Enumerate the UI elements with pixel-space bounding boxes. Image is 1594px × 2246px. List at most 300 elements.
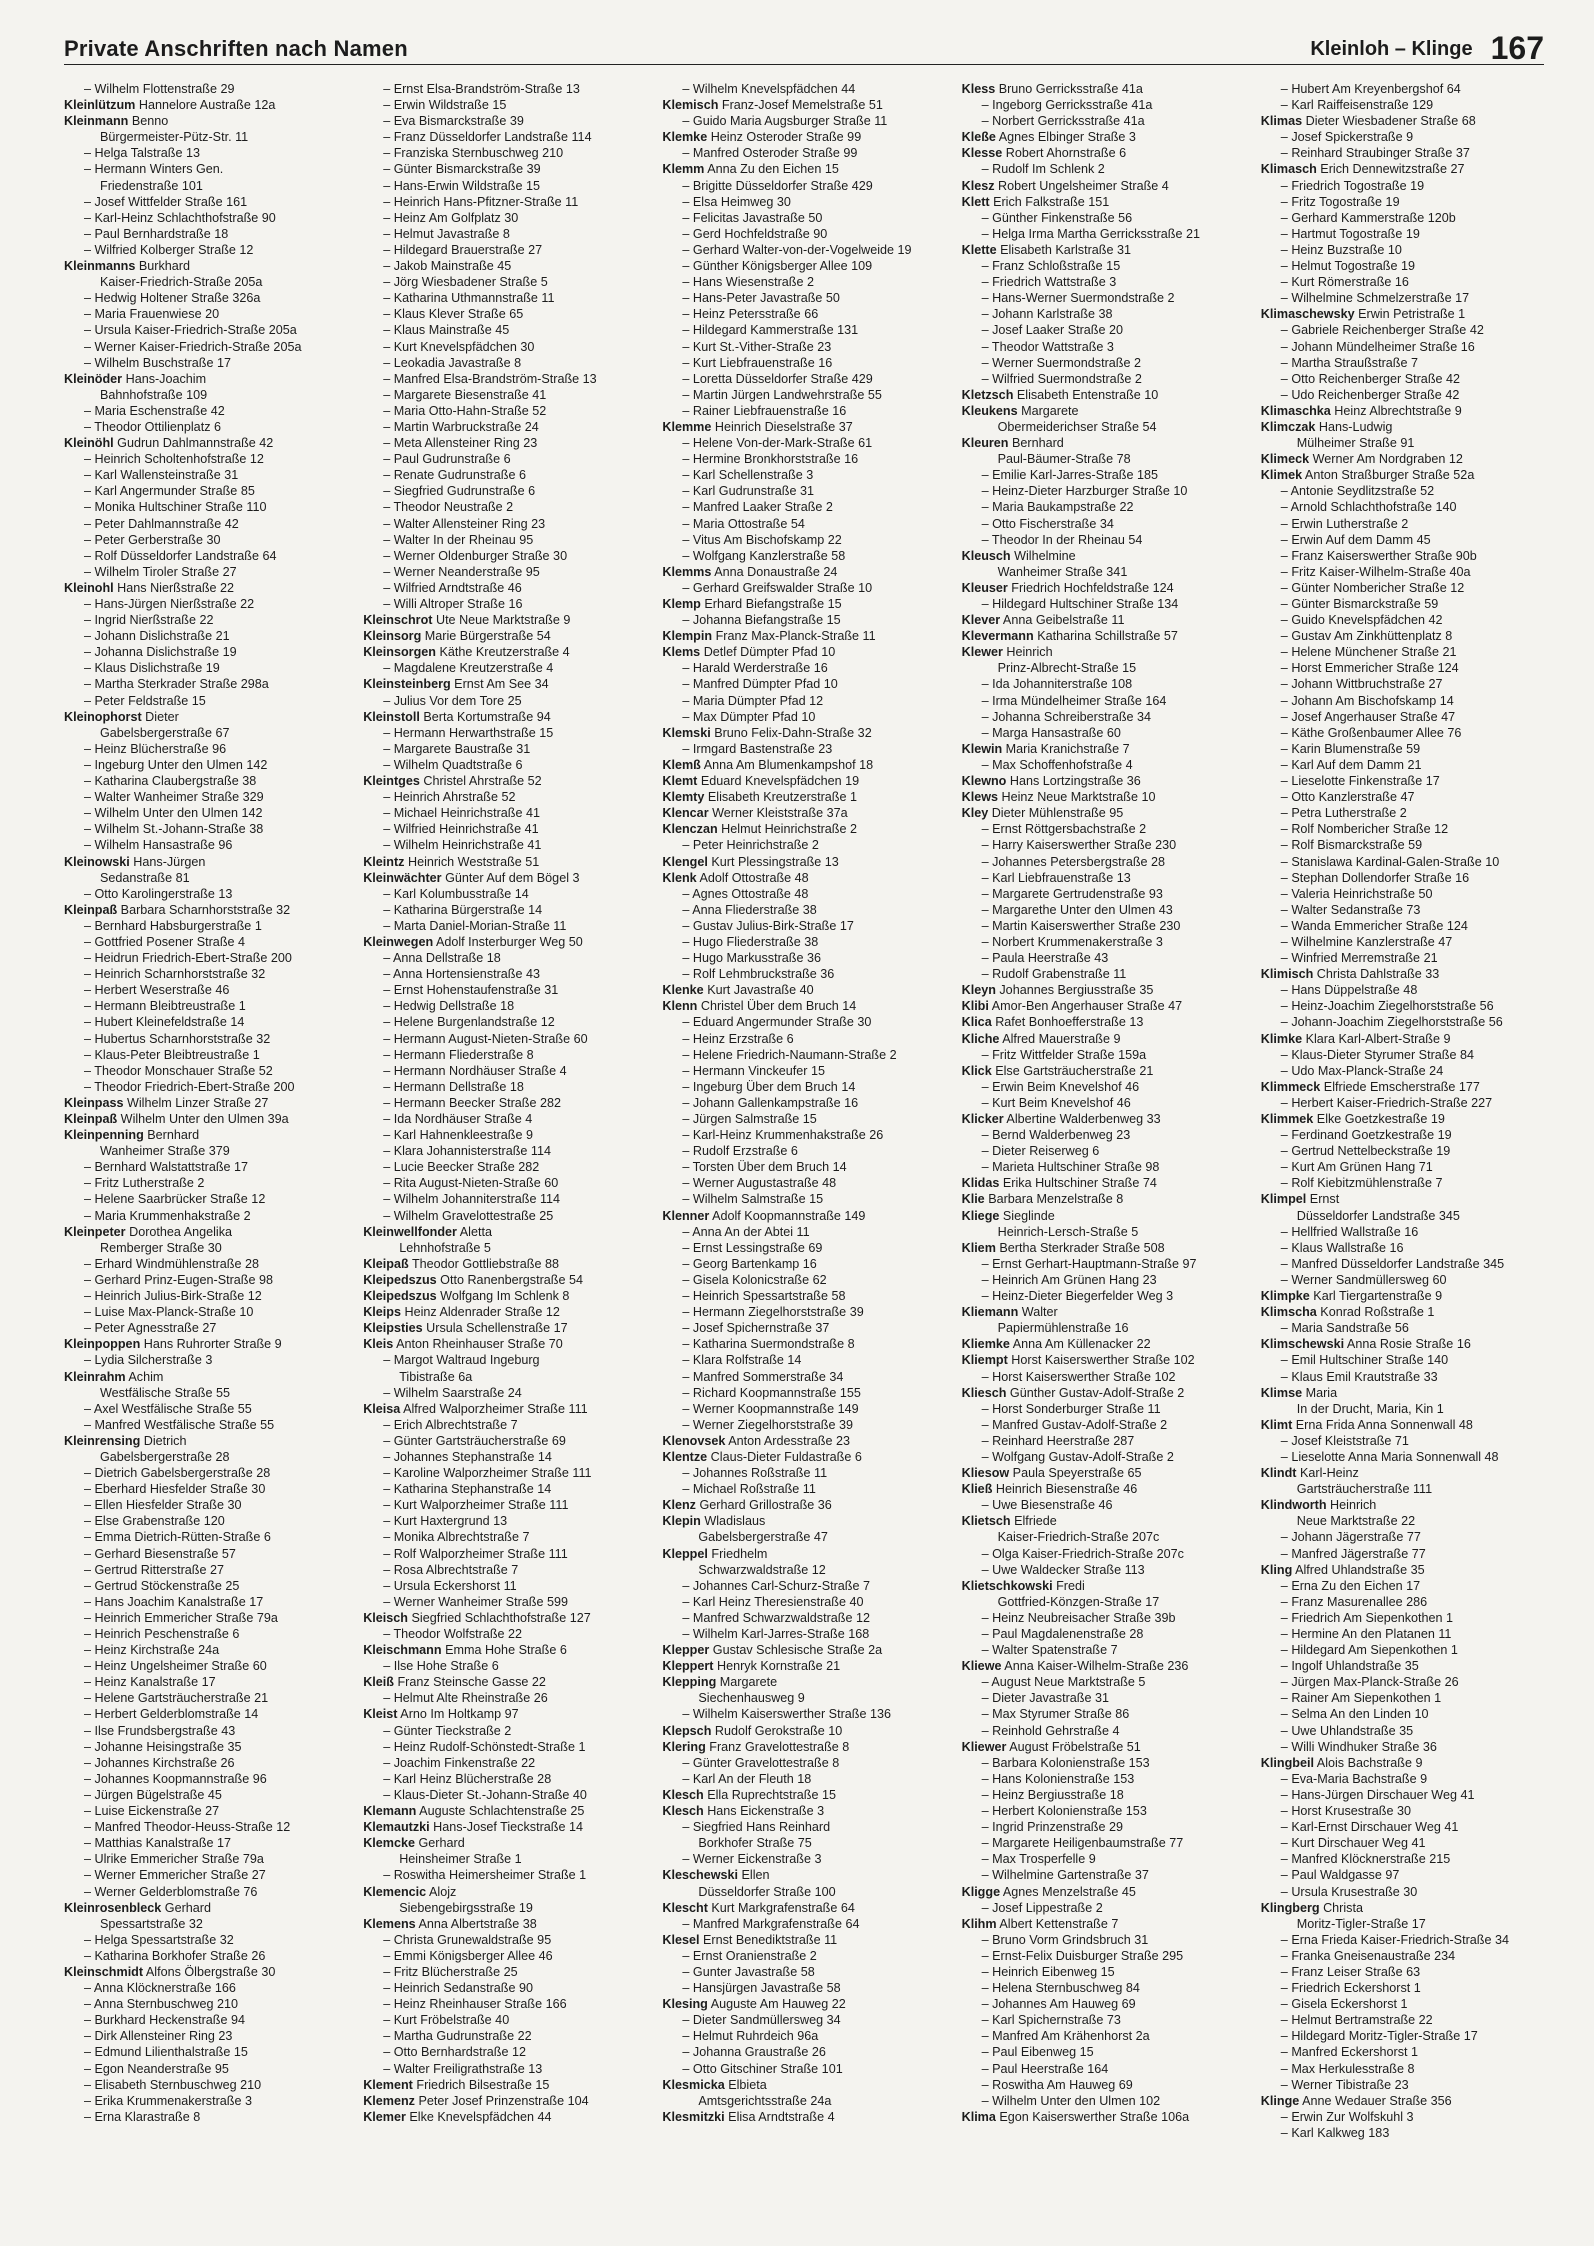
dash-marker: – (981, 1932, 993, 1947)
directory-entry (64, 1964, 347, 1980)
dash-marker: – (84, 613, 95, 628)
entry-text: Kurt Haxtergrund 13 (393, 1514, 508, 1529)
dash-marker: – (84, 757, 95, 772)
sub-entry (962, 161, 1245, 177)
entry-surname: Kliche (961, 1031, 1000, 1046)
dash-marker: – (383, 130, 394, 145)
entry-text: In der Drucht, Maria, Kin 1 (1296, 1401, 1444, 1416)
sub-entry (962, 2093, 1245, 2109)
entry-details: Claus-Dieter Fuldastraße 6 (707, 1449, 862, 1464)
entry-text: Hermann Herwarthstraße 15 (393, 725, 554, 740)
directory-entry (662, 870, 945, 886)
dash-marker: – (84, 1192, 95, 1207)
entry-text: Johannes Koopmannstraße 96 (94, 1771, 267, 1786)
dash-marker: – (84, 967, 95, 982)
sub-entry (64, 2028, 347, 2044)
entry-surname: Klimpel (1260, 1192, 1307, 1207)
dash-marker: – (1280, 1739, 1292, 1754)
entry-surname: Kleinöder (64, 371, 123, 386)
entry-text: Gerhard Kammerstraße 120b (1291, 210, 1456, 225)
dash-marker: – (383, 918, 394, 933)
sub-entry (662, 242, 945, 258)
entry-text: Helene Burgenlandstraße 12 (393, 1015, 555, 1030)
entry-text: Spessartstraße 32 (100, 1916, 203, 1931)
entry-details: Anton Rheinhauser Straße 70 (393, 1337, 563, 1352)
sub-entry (64, 355, 347, 371)
entry-details: Else Gartsträucherstraße 21 (991, 1063, 1154, 1078)
entry-text: Maria Krummenhakstraße 2 (94, 1208, 251, 1223)
sub-entry (363, 1111, 646, 1127)
sub-entry (363, 387, 646, 403)
sub-entry (64, 339, 347, 355)
directory-entry (363, 1803, 646, 1819)
entry-text: Werner Koopmannstraße 149 (692, 1401, 859, 1416)
entry-surname: Klemt (662, 774, 698, 789)
entry-continuation (1261, 1481, 1544, 1497)
entry-text: Klara Rolfstraße 14 (692, 1353, 802, 1368)
dash-marker: – (981, 1047, 993, 1062)
entry-text: Johanna Biefangstraße 15 (692, 613, 841, 628)
dash-marker: – (84, 1578, 95, 1593)
entry-text: Torsten Über dem Bruch 14 (692, 1160, 847, 1175)
entry-text: Elisabeth Sternbuschweg 210 (94, 2077, 262, 2092)
sub-entry (363, 1546, 646, 1562)
sub-entry (962, 902, 1245, 918)
sub-entry (363, 1513, 646, 1529)
dash-marker: – (1280, 1723, 1292, 1738)
dash-marker: – (1280, 2077, 1292, 2092)
entry-details: Maria Kranichstraße 7 (1002, 741, 1130, 756)
entry-details: Erhard Biefangstraße 15 (700, 597, 842, 611)
column-2 (363, 81, 646, 2141)
entry-text: Arnold Schlachthofstraße 140 (1290, 500, 1457, 515)
entry-text: Klaus-Dieter Styrumer Straße 84 (1291, 1047, 1474, 1062)
dash-marker: – (1280, 1691, 1292, 1706)
dash-marker: – (1280, 1643, 1292, 1658)
entry-details: Gustav Schlesische Straße 2a (709, 1643, 883, 1658)
entry-text: Kurt Liebfrauenstraße 16 (692, 355, 833, 370)
entry-surname: Klewer (961, 645, 1003, 660)
entry-text: Jürgen Bügelstraße 45 (94, 1787, 222, 1802)
dash-marker: – (1280, 999, 1292, 1014)
sub-entry (363, 886, 646, 902)
entry-surname: Klepin (662, 1514, 701, 1529)
entry-details: Helmut Heinrichstraße 2 (717, 822, 857, 837)
entry-details: Friedrich Hochfeldstraße 124 (1007, 580, 1174, 595)
dash-marker: – (1280, 1787, 1292, 1802)
dash-marker: – (682, 661, 693, 676)
entry-text: Fritz Togostraße 19 (1291, 194, 1400, 209)
entry-text: Hans Joachim Kanalstraße 17 (94, 1594, 264, 1609)
sub-entry (1261, 1529, 1544, 1545)
directory-entry (1261, 1755, 1544, 1771)
sub-entry (962, 483, 1245, 499)
directory-entry (962, 1111, 1245, 1127)
entry-surname: Kliem (961, 1240, 996, 1255)
entry-text: Manfred Am Krähenhorst 2a (992, 2029, 1150, 2044)
entry-text: Maria Baukampstraße 22 (992, 500, 1134, 515)
dash-marker: – (981, 870, 993, 885)
sub-entry (64, 1739, 347, 1755)
entry-details: Siegfried Schlachthofstraße 127 (408, 1610, 591, 1625)
dash-marker: – (383, 1981, 394, 1996)
entry-text: Gabelsbergerstraße 47 (698, 1530, 828, 1545)
dash-marker: – (383, 1964, 394, 1979)
entry-text: Hubert Am Kreyenbergshof 64 (1291, 82, 1461, 96)
dash-marker: – (682, 1594, 693, 1609)
entry-text: Gartsträucherstraße 111 (1296, 1482, 1433, 1497)
entry-text: Theodor In der Rheinau 54 (991, 532, 1143, 547)
sub-entry (363, 1047, 646, 1063)
sub-entry (1261, 1867, 1544, 1883)
entry-text: Hildegard Am Siepenkothen 1 (1291, 1643, 1458, 1658)
dash-marker: – (682, 371, 693, 386)
entry-text: Michael Heinrichstraße 41 (393, 806, 540, 821)
directory-entry (962, 435, 1245, 451)
sub-entry (363, 580, 646, 596)
entry-text: Bernd Walderbenweg 23 (992, 1128, 1131, 1143)
entry-surname: Klentze (662, 1449, 708, 1464)
entry-text: Ingrid Prinzenstraße 29 (992, 1820, 1124, 1835)
dash-marker: – (84, 1289, 95, 1304)
entry-text: Udo Max-Planck-Straße 24 (1291, 1063, 1444, 1078)
entry-text: Manfred Markgrafenstraße 64 (692, 1916, 860, 1931)
dash-marker: – (981, 2077, 993, 2092)
dash-marker: – (981, 757, 993, 772)
sub-entry (662, 1948, 945, 1964)
dash-marker: – (383, 1208, 394, 1223)
sub-entry (662, 178, 945, 194)
sub-entry (662, 2061, 945, 2077)
sub-entry (1261, 1546, 1544, 1562)
dash-marker: – (84, 741, 95, 756)
entry-details: Alois Bachstraße 9 (1313, 1755, 1423, 1770)
directory-entry (962, 773, 1245, 789)
entry-text: Uwe Biesenstraße 46 (992, 1498, 1113, 1513)
dash-marker: – (383, 1112, 394, 1126)
sub-entry (662, 1014, 945, 1030)
directory-entry (962, 1884, 1245, 1900)
directory-entry (64, 371, 347, 387)
entry-text: Heinz Petersstraße 66 (692, 307, 819, 322)
directory-entry (363, 1224, 646, 1240)
entry-text: Manfred Schwarzwaldstraße 12 (692, 1610, 870, 1625)
sub-entry (662, 886, 945, 902)
entry-text: Werner Oldenburger Straße 30 (393, 548, 568, 563)
entry-surname: Kletzsch (961, 387, 1014, 402)
entry-details: Anne Wedauer Straße 356 (1299, 2093, 1452, 2108)
sub-entry (363, 564, 646, 580)
sub-entry (1261, 226, 1544, 242)
entry-text: Karl Heinz Blücherstraße 28 (393, 1771, 552, 1786)
entry-text: Karl Kolumbusstraße 14 (393, 886, 529, 901)
entry-text: Peter Gerberstraße 30 (94, 532, 221, 547)
entry-surname: Klesmicka (662, 2077, 725, 2092)
entry-details: Adolf Ottostraße 48 (696, 870, 809, 885)
entry-text: Klaus Mainstraße 45 (393, 323, 510, 338)
sub-entry (363, 1014, 646, 1030)
sub-entry (64, 773, 347, 789)
directory-entry (662, 1546, 945, 1562)
entry-surname: Klett (961, 194, 990, 209)
entry-details: Erika Hultschiner Straße 74 (999, 1176, 1157, 1191)
sub-entry (1261, 210, 1544, 226)
entry-details: Heinrich Weststraße 51 (404, 854, 540, 869)
entry-details: Robert Ahornstraße 6 (1002, 146, 1127, 161)
sub-entry (962, 2028, 1245, 2044)
sub-entry (1261, 1272, 1544, 1288)
entry-text: Emma Dietrich-Rütten-Straße 6 (94, 1530, 271, 1545)
dash-marker: – (84, 1707, 95, 1722)
sub-entry (1261, 97, 1544, 113)
entry-text: Heinrich Hans-Pfitzner-Straße 11 (393, 194, 579, 209)
entry-details: Burkhard (135, 259, 190, 274)
entry-text: Martin Jürgen Landwehrstraße 55 (692, 387, 882, 402)
directory-entry (363, 1320, 646, 1336)
sub-entry (363, 1932, 646, 1948)
directory-entry (662, 1803, 945, 1819)
dash-marker: – (1280, 822, 1292, 837)
entry-text: Wilhelm Flottenstraße 29 (94, 82, 235, 96)
directory-entry (363, 644, 646, 660)
entry-surname: Kleschewski (662, 1868, 738, 1883)
entry-details: Anna Geibelstraße 11 (1000, 613, 1125, 628)
entry-text: Uwe Uhlandstraße 35 (1291, 1723, 1414, 1738)
entry-text: Helmut Ruhrdeich 96a (692, 2029, 819, 2044)
entry-text: Heinrich Scharnhorststraße 32 (94, 967, 266, 982)
dash-marker: – (1280, 790, 1292, 805)
entry-text: Dieter Reiserweg 6 (992, 1144, 1100, 1159)
dash-marker: – (981, 1095, 993, 1110)
entry-text: Anna Dellstraße 18 (393, 951, 501, 966)
entry-text: Felicitas Javastraße 50 (692, 210, 823, 225)
entry-text: Petra Lutherstraße 2 (1291, 806, 1407, 821)
sub-entry (962, 1948, 1245, 1964)
sub-entry (363, 596, 646, 612)
sub-entry (662, 660, 945, 676)
entry-text: Herbert Kolonienstraße 153 (992, 1804, 1147, 1819)
entry-surname: Klicker (961, 1112, 1004, 1126)
sub-entry (1261, 2028, 1544, 2044)
entry-text: Mülheimer Straße 91 (1296, 436, 1415, 451)
directory-entry (962, 403, 1245, 419)
dash-marker: – (981, 355, 993, 370)
entry-text: Karl-Ernst Dirschauer Weg 41 (1291, 1820, 1459, 1835)
entry-details: Dieter (141, 709, 179, 724)
directory-entry (962, 1916, 1245, 1932)
dash-marker: – (1280, 661, 1292, 676)
entry-text: Erhard Windmühlenstraße 28 (94, 1256, 260, 1271)
sub-entry (64, 821, 347, 837)
entry-text: Hellfried Wallstraße 16 (1291, 1224, 1419, 1239)
entry-details: Gerhard Grillostraße 36 (695, 1498, 832, 1513)
sub-entry (64, 998, 347, 1014)
sub-entry (962, 1095, 1245, 1111)
entry-details: Eduard Knevelspfädchen 19 (697, 774, 860, 789)
dash-marker: – (383, 114, 394, 129)
sub-entry (662, 1320, 945, 1336)
entry-text: Burkhard Heckenstraße 94 (94, 2013, 246, 2028)
entry-text: Eva-Maria Bachstraße 9 (1291, 1771, 1428, 1786)
sub-entry (363, 1208, 646, 1224)
sub-entry (662, 902, 945, 918)
dash-marker: – (84, 1466, 95, 1481)
directory-entry (662, 1642, 945, 1658)
dash-marker: – (383, 1691, 394, 1706)
sub-entry (363, 918, 646, 934)
dash-marker: – (383, 1144, 394, 1159)
directory-entry (662, 161, 945, 177)
sub-entry (662, 709, 945, 725)
entry-text: Rolf Bismarckstraße 59 (1291, 838, 1423, 853)
entry-surname: Kleinstoll (363, 709, 420, 724)
dash-marker: – (84, 1755, 95, 1770)
dash-marker: – (981, 886, 993, 901)
directory-entry (64, 97, 347, 113)
entry-text: Helene Von-der-Mark-Straße 61 (692, 436, 873, 451)
entry-surname: Klews (961, 790, 998, 805)
dash-marker: – (981, 902, 993, 917)
entry-continuation (962, 564, 1245, 580)
entry-text: Fritz Lutherstraße 2 (94, 1176, 205, 1191)
entry-surname: Kliemann (961, 1305, 1019, 1320)
dash-marker: – (1280, 484, 1291, 499)
sub-entry (64, 1706, 347, 1722)
entry-text: Hubert Kleinefeldstraße 14 (94, 1015, 245, 1030)
entry-text: Helga Talstraße 13 (94, 146, 200, 161)
entry-text: Hans-Jürgen Dirschauer Weg 41 (1291, 1787, 1475, 1802)
entry-surname: Klenczan (662, 822, 718, 837)
sub-entry (363, 81, 646, 97)
dash-marker: – (682, 291, 693, 306)
directory-entry (662, 1513, 945, 1529)
sub-entry (1261, 564, 1544, 580)
entry-text: Brigitte Düsseldorfer Straße 429 (692, 178, 873, 193)
directory-entry (1261, 966, 1544, 982)
directory-entry (64, 580, 347, 596)
dash-marker: – (981, 1128, 993, 1143)
dash-marker: – (682, 1079, 693, 1094)
sub-entry (363, 1465, 646, 1481)
entry-text: Werner Neanderstraße 95 (393, 564, 540, 579)
entry-text: Wilhelm Salmstraße 15 (692, 1192, 824, 1207)
sub-entry (962, 371, 1245, 387)
entry-text: Katharina Bürgerstraße 14 (393, 902, 543, 917)
directory-entry (363, 628, 646, 644)
dash-marker: – (682, 1047, 693, 1062)
entry-details: Margarete (716, 1675, 778, 1690)
entry-text: Martin Kaiserswerther Straße 230 (992, 918, 1181, 933)
dash-marker: – (383, 886, 394, 901)
sub-entry (1261, 1819, 1544, 1835)
dash-marker: – (981, 1643, 993, 1658)
sub-entry (64, 1401, 347, 1417)
entry-continuation (1261, 1401, 1544, 1417)
dash-marker: – (84, 1997, 94, 2012)
sub-entry (1261, 982, 1544, 998)
dash-marker: – (84, 1868, 95, 1883)
dash-marker: – (1280, 918, 1292, 933)
entry-text: Werner Gelderblomstraße 76 (94, 1884, 258, 1899)
entry-text: Hedwig Dellstraße 18 (393, 999, 515, 1014)
sub-entry (1261, 821, 1544, 837)
entry-surname: Klering (662, 1739, 706, 1754)
sub-entry (363, 258, 646, 274)
sub-entry (64, 1272, 347, 1288)
sub-entry (64, 290, 347, 306)
dash-marker: – (84, 951, 95, 966)
dash-marker: – (1280, 1804, 1292, 1819)
entry-text: Fritz Kaiser-Wilhelm-Straße 40a (1291, 564, 1471, 579)
sub-entry (1261, 1369, 1544, 1385)
sub-entry (962, 339, 1245, 355)
sub-entry (1261, 1996, 1544, 2012)
directory-entry (1261, 161, 1544, 177)
sub-entry (1261, 1320, 1544, 1336)
sub-entry (363, 161, 646, 177)
entry-text: Norbert Krummenakerstraße 3 (992, 934, 1163, 949)
sub-entry (363, 821, 646, 837)
entry-text: Schwarzwaldstraße 12 (698, 1562, 826, 1577)
sub-entry (1261, 194, 1544, 210)
dash-marker: – (682, 677, 693, 692)
sub-entry (962, 1980, 1245, 1996)
entry-text: Johanna Schreiberstraße 34 (992, 709, 1152, 724)
entry-surname: Klewno (961, 774, 1007, 789)
directory-entry (962, 1304, 1245, 1320)
entry-details: Kurt Markgrafenstraße 64 (707, 1900, 855, 1915)
sub-entry (962, 1449, 1245, 1465)
sub-entry (1261, 1642, 1544, 1658)
entry-text: Johannes Petersbergstraße 28 (992, 854, 1166, 869)
sub-entry (363, 725, 646, 741)
entry-details: Gudrun Dahlmannstraße 42 (113, 436, 274, 451)
entry-text: Heinz Blücherstraße 96 (94, 741, 227, 756)
dash-marker: – (84, 1160, 95, 1175)
entry-text: Margarete Gertrudenstraße 93 (992, 886, 1163, 901)
entry-text: Rita August-Nieten-Straße 60 (393, 1176, 559, 1191)
dash-marker: – (981, 1449, 993, 1464)
dash-marker: – (1280, 1868, 1292, 1883)
entry-surname: Klemann (363, 1804, 417, 1819)
directory-entry (1261, 451, 1544, 467)
entry-text: Maria Sandstraße 56 (1291, 1321, 1409, 1336)
dash-marker: – (981, 1289, 993, 1304)
entry-continuation (64, 725, 347, 741)
entry-text: Wanda Emmericher Straße 124 (1291, 918, 1468, 933)
dash-marker: – (383, 1192, 394, 1207)
dash-marker: – (383, 967, 393, 982)
entry-surname: Klemcke (363, 1836, 415, 1851)
dash-marker: – (682, 902, 693, 917)
entry-surname: Klimas (1260, 114, 1303, 129)
dash-marker: – (682, 1305, 693, 1320)
sub-entry (962, 1159, 1245, 1175)
dash-marker: – (383, 999, 394, 1014)
sub-entry (1261, 998, 1544, 1014)
dash-marker: – (682, 532, 693, 547)
dash-marker: – (84, 999, 95, 1014)
sub-entry (363, 178, 646, 194)
dash-marker: – (682, 2013, 693, 2028)
entry-details: Paula Speyerstraße 65 (1009, 1466, 1142, 1481)
sub-entry (363, 1385, 646, 1401)
dash-marker: – (1280, 291, 1292, 306)
sub-entry (962, 837, 1245, 853)
sub-entry (962, 1272, 1245, 1288)
entry-text: Lydia Silcherstraße 3 (94, 1353, 213, 1368)
dash-marker: – (981, 1948, 993, 1963)
